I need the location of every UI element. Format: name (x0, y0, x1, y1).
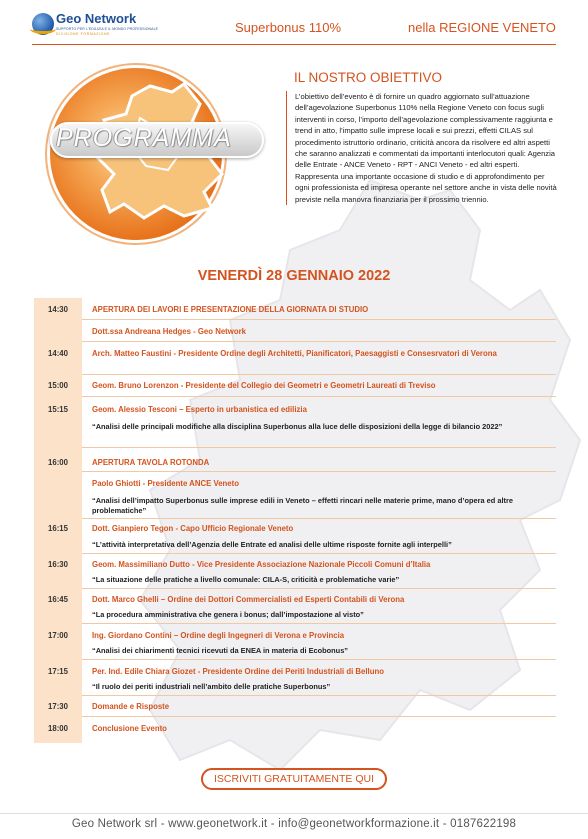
agenda-title: Domande e Risposte (92, 702, 170, 711)
row-divider (82, 341, 556, 342)
agenda-title: Arch. Matteo Faustini - Presidente Ordine degli Architetti, Pianificatori, Paesaggisti e Consesrvatori di Verona (92, 349, 497, 358)
page-header (0, 0, 588, 46)
row-divider (82, 471, 556, 472)
header-divider (32, 44, 556, 45)
footer-divider (0, 813, 588, 814)
objective-section (286, 70, 558, 205)
objective-paragraph-2: Rappresenta una importante occasione di studio e di approfondimento per ogni professionista ed impresa operante nel settore anche in vista delle novità previste nella manovra finanziaria per il prossimo triennio. (295, 171, 557, 204)
agenda-time: 16:30 (48, 560, 68, 569)
row-divider (82, 553, 556, 554)
agenda-topic: “La situazione delle pratiche a livello comunale: CILA-S, criticità e problematiche varie” (92, 575, 400, 584)
agenda-title: Dott.ssa Andreana Hedges - Geo Network (92, 327, 246, 336)
agenda-time: 15:00 (48, 381, 68, 390)
footer-contacts: Geo Network srl - www.geonetwork.it - info@geonetworkformazione.it - 0187622198 (71, 818, 517, 830)
agenda-time: 18:00 (48, 724, 68, 733)
agenda-title: Conclusione Evento (92, 724, 167, 733)
row-divider (82, 695, 556, 696)
agenda-time: 17:00 (48, 631, 68, 640)
row-divider (82, 447, 556, 448)
agenda-topic: “L’attività interpretativa dell’Agenzia delle Entrate ed analisi delle ultime risposte fornite agli interpelli” (92, 540, 452, 549)
badge-label: PROGRAMMA (56, 124, 232, 152)
time-column (34, 298, 82, 743)
agenda-title: APERTURA DEI LAVORI E PRESENTAZIONE DELLA GIORNATA DI STUDIO (92, 305, 369, 314)
row-divider (82, 716, 556, 717)
row-divider (82, 588, 556, 589)
agenda-time: 14:30 (48, 305, 68, 314)
row-divider (82, 623, 556, 624)
agenda-topic: “Analisi dell’impatto Superbonus sulle imprese edili in Veneto – effetti rincari nelle materie prime, mano d’opera ed altre problematiche” (92, 496, 513, 515)
geo-network-logo[interactable] (32, 10, 159, 40)
agenda-title: Dott. Marco Ghelli – Ordine dei Dottori Commercialisti ed Esperti Contabili di Verona (92, 595, 405, 604)
row-divider (82, 374, 556, 375)
agenda-topic: “Il ruolo dei periti industriali nell’ambito delle pratiche Superbonus” (92, 682, 331, 691)
agenda-time: 16:15 (48, 524, 68, 533)
swoosh-icon (30, 24, 56, 34)
agenda-title: Paolo Ghiotti - Presidente ANCE Veneto (92, 479, 240, 488)
row-divider (82, 659, 556, 660)
agenda-table (34, 298, 556, 743)
agenda-title: Geom. Bruno Lorenzon - Presidente del Collegio dei Geometri e Geometri Laureati di Treviso (92, 381, 436, 390)
objective-title: IL NOSTRO OBIETTIVO (294, 70, 443, 85)
row-divider (82, 396, 556, 397)
register-button[interactable]: ISCRIVITI GRATUITAMENTE QUI (201, 768, 387, 790)
programma-badge (40, 60, 278, 250)
event-date: VENERDÌ 28 GENNAIO 2022 (197, 268, 391, 284)
logo-division: DIVISIONE FORMAZIONE (56, 32, 111, 36)
agenda-time: 16:00 (48, 458, 68, 467)
row-divider (82, 518, 556, 519)
agenda-title: Dott. Gianpiero Tegon - Capo Ufficio Regionale Veneto (92, 524, 294, 533)
row-divider (82, 319, 556, 320)
objective-body (286, 91, 558, 205)
agenda-topic: “La procedura amministrativa che genera i bonus; dall’impostazione al visto” (92, 610, 364, 619)
agenda-time: 16:45 (48, 595, 68, 604)
agenda-time: 14:40 (48, 349, 68, 358)
agenda-topic: “Analisi dei chiarimenti tecnici ricevuti da ENEA in materia di Ecobonus” (92, 646, 349, 655)
agenda-title: APERTURA TAVOLA ROTONDA (92, 458, 210, 467)
agenda-topic: “Analisi delle principali modifiche alla disciplina Superbonus alla luce delle disposizioni della legge di bilancio 2022” (92, 422, 503, 431)
agenda-title: Per. Ind. Edile Chiara Giozet - Presidente Ordine dei Periti Industriali di Belluno (92, 667, 385, 676)
logo-tagline: SUPPORTO PER L'EDILIZIA E IL MONDO PROFESSIONALE (56, 27, 159, 31)
logo-name: Geo Network (56, 11, 137, 26)
header-title-region: nella REGIONE VENETO (408, 20, 556, 35)
agenda-time: 15:15 (48, 405, 68, 414)
agenda-title: Geom. Massimiliano Dutto - Vice Presidente Associazione Nazionale Piccoli Comuni d’Italia (92, 560, 431, 569)
agenda-time: 17:30 (48, 702, 68, 711)
agenda-title: Geom. Alessio Tesconi – Esperto in urbanistica ed edilizia (92, 405, 307, 414)
objective-paragraph-1: L’obiettivo dell’evento è di fornire un quadro aggiornato sull’attuazione dell’agevolazione Superbonus 110% nella Regione Veneto con focus sugli interventi in corso, l’importo dell’agevolazione complessivamente raggiunta e trend in atto, l’impatto sulle imprese locali e sui prezzi, effetti CILAS sul procedimento istruttorio ordinario, criticità ancora da risolvere ed altri aspetti che saranno analizzati e commentati da importanti interlocutori quali: Agenzia delle Entrate - ANCE Veneto - RPT - ANCI Veneto - ed altri esperti. (295, 92, 556, 170)
agenda-time: 17:15 (48, 667, 68, 676)
agenda-title: Ing. Giordano Contini – Ordine degli Ingegneri di Verona e Provincia (92, 631, 345, 640)
header-title-superbonus: Superbonus 110% (235, 20, 342, 35)
